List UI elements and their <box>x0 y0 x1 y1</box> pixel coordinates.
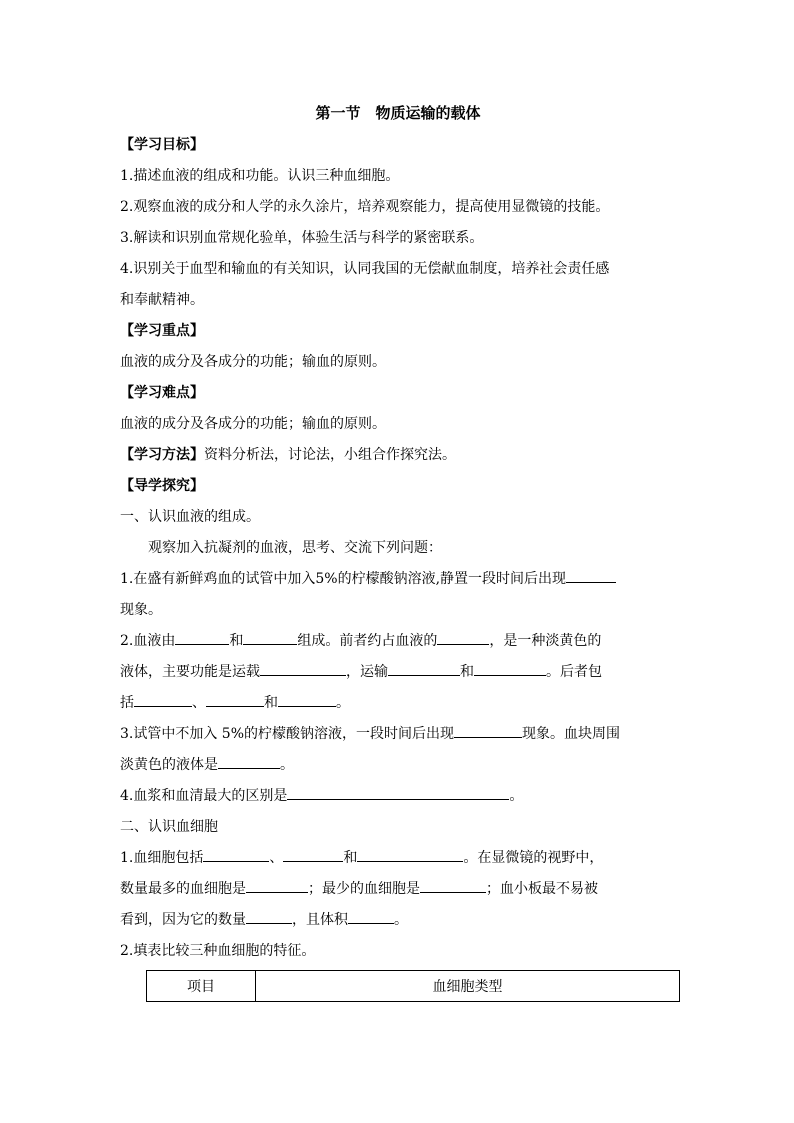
question-text: 液体，主要功能是运载 <box>120 664 260 680</box>
question-text: 淡黄色的液体是 <box>120 757 218 773</box>
question-1-3 <box>120 719 676 750</box>
table-header-type: 血细胞类型 <box>256 971 680 1002</box>
question-1-2 <box>120 626 676 657</box>
question-1-4 <box>120 781 676 812</box>
answer-blank[interactable] <box>206 688 264 707</box>
goal-item: 3.解读和识别血常规化验单，体验生活与科学的紧密联系。 <box>120 230 484 246</box>
page-title: 第一节 物质运输的载体 <box>315 104 481 122</box>
question-text: 3.试管中不加入 5%的柠檬酸钠溶液，一段时间后出现 <box>120 726 455 742</box>
worksheet-page <box>120 100 676 967</box>
answer-blank[interactable] <box>437 626 489 645</box>
goal-item: 2.观察血液的成分和人学的永久涂片，培养观察能力，提高使用显微镜的技能。 <box>120 199 610 215</box>
goal-item: 1.描述血液的组成和功能。认识三种血细胞。 <box>120 168 400 184</box>
question-text: 。 <box>394 912 408 928</box>
question-text: 组成。前者约占血液的 <box>297 633 438 649</box>
goal-item: 和奉献精神。 <box>120 292 204 308</box>
question-text: 和 <box>229 633 244 649</box>
question-text: 。 <box>280 757 294 773</box>
question-2-1-cont2 <box>120 905 676 936</box>
question-text: 1.血细胞包括 <box>120 850 204 866</box>
answer-blank[interactable] <box>474 657 546 676</box>
question-text: 和 <box>460 664 474 680</box>
answer-blank[interactable] <box>246 874 308 893</box>
question-text: ；最少的血细胞是 <box>308 881 420 897</box>
question-text: 1.在盛有新鲜鸡血的试管中加入5%的柠檬酸钠溶液,静置一段时间后出现 <box>120 571 567 587</box>
question-text: 数量最多的血细胞是 <box>120 881 246 897</box>
answer-blank[interactable] <box>283 843 343 862</box>
question-text: 括 <box>120 695 134 711</box>
table-row <box>147 971 680 1002</box>
question-1-3-cont <box>120 750 676 781</box>
part2-title: 二、认识血细胞 <box>120 819 218 835</box>
answer-blank[interactable] <box>134 688 192 707</box>
question-text: 。 <box>336 695 350 711</box>
question-text: ，且体积 <box>292 912 348 928</box>
question-text: ，是一种淡黄色的 <box>489 633 602 649</box>
answer-blank[interactable] <box>388 657 460 676</box>
question-2-1-cont <box>120 874 676 905</box>
difficulty-text: 血液的成分及各成分的功能；输血的原则。 <box>120 416 386 432</box>
answer-blank[interactable] <box>278 688 336 707</box>
question-text: 。 <box>509 788 524 804</box>
question-text: 、 <box>269 850 284 866</box>
focus-heading: 【学习重点】 <box>120 323 204 339</box>
answer-blank[interactable] <box>203 843 269 862</box>
question-text: 、 <box>192 695 206 711</box>
answer-blank[interactable] <box>175 626 229 645</box>
question-text: 和 <box>264 695 278 711</box>
answer-blank[interactable] <box>454 719 522 738</box>
part1-intro: 观察加入抗凝剂的血液，思考、交流下列问题： <box>148 540 442 556</box>
method-text: 资料分析法，讨论法，小组合作探究法。 <box>204 447 456 463</box>
answer-blank[interactable] <box>218 750 280 769</box>
difficulty-heading: 【学习难点】 <box>120 385 204 401</box>
question-1-2-cont2 <box>120 688 676 719</box>
question-text: 。在显微镜的视野中， <box>463 850 604 866</box>
question-text: 现象。血块周围 <box>522 726 621 742</box>
question-text: ，运输 <box>346 664 388 680</box>
explore-heading: 【导学探究】 <box>120 478 204 494</box>
question-text: 和 <box>343 850 358 866</box>
method-heading: 【学习方法】 <box>120 447 204 463</box>
method-line <box>120 440 676 471</box>
part1-title: 一、认识血液的组成。 <box>120 509 260 525</box>
question-1-2-cont <box>120 657 676 688</box>
question-2-1 <box>120 843 676 874</box>
answer-blank[interactable] <box>420 874 486 893</box>
question-1-1-cont: 现象。 <box>120 602 162 618</box>
question-text: 看到，因为它的数量 <box>120 912 246 928</box>
comparison-table <box>146 970 680 1002</box>
answer-blank[interactable] <box>260 657 346 676</box>
question-text: 。后者包 <box>546 664 602 680</box>
question-1-1 <box>120 564 676 595</box>
goals-heading: 【学习目标】 <box>120 137 204 153</box>
answer-blank[interactable] <box>287 781 509 800</box>
answer-blank[interactable] <box>566 564 616 583</box>
question-text: ；血小板最不易被 <box>486 881 598 897</box>
question-text: 2.血液由 <box>120 633 176 649</box>
question-text: 4.血浆和血清最大的区别是 <box>120 788 288 804</box>
answer-blank[interactable] <box>357 843 463 862</box>
answer-blank[interactable] <box>243 626 297 645</box>
table-header-item: 项目 <box>147 971 256 1002</box>
goal-item: 4.识别关于血型和输血的有关知识，认同我国的无偿献血制度，培养社会责任感 <box>120 261 610 277</box>
answer-blank[interactable] <box>246 905 292 924</box>
question-2-2: 2.填表比较三种血细胞的特征。 <box>120 943 316 959</box>
answer-blank[interactable] <box>348 905 394 924</box>
focus-text: 血液的成分及各成分的功能；输血的原则。 <box>120 354 386 370</box>
